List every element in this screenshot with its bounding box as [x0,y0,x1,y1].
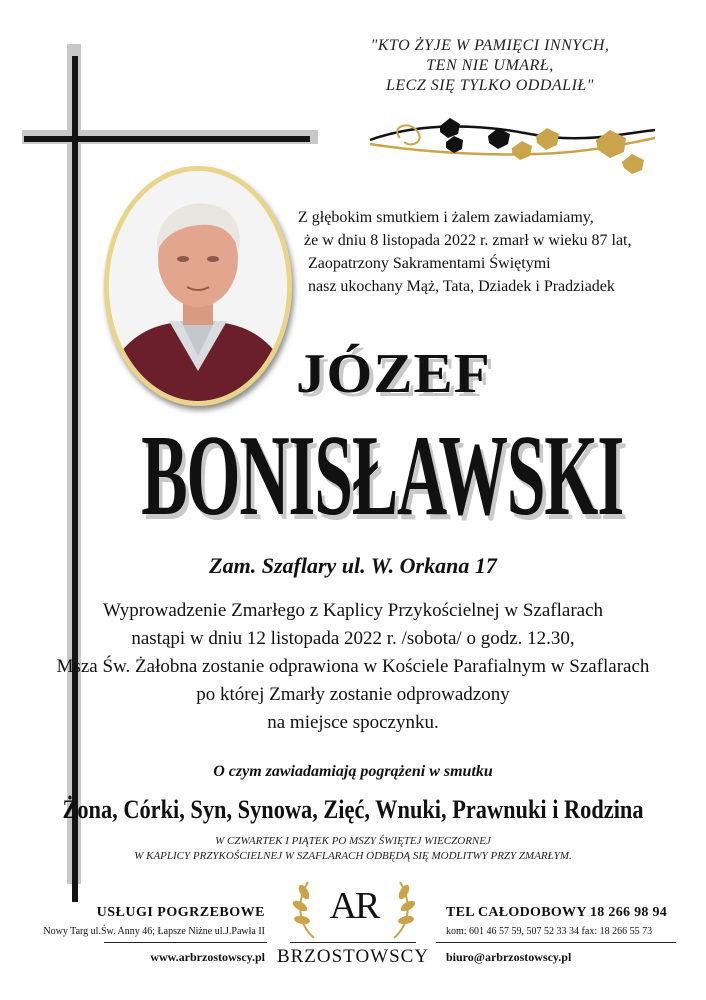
funeral-services-title: USŁUGI POGRZEBOWE [96,905,265,920]
logo-name: BRZOSTOWSCY [276,946,430,967]
family-list: Żona, Córki, Syn, Synowa, Zięć, Wnuki, Prawnuki i Rodzina [62,795,644,824]
footer-divider-left [104,942,267,943]
announcement-intro [298,206,631,298]
notice-line: O czym zawiadamiają pogrążeni w smutku [213,763,493,780]
deceased-address: Zam. Szaflary ul. W. Orkana 17 [209,553,497,578]
prayer-line: W KAPLICY PRZYKOŚCIELNEJ W SZAFLARACH ODBĘDĄ SIĘ MODLITWY PRZY ZMARŁYM. [134,850,572,862]
funeral-details [0,597,706,737]
phone-numbers: kom: 601 46 57 59, 507 52 33 34 fax: 18 266 55 73 [446,926,653,937]
website-link[interactable]: www.arbrzostowscy.pl [150,950,265,964]
email-link[interactable]: biuro@arbrzostowscy.pl [446,950,572,964]
grapevine-ornament-icon [360,112,660,184]
memorial-quote [340,36,640,96]
funeral-services-address: Nowy Targ ul.Św. Anny 46; Łapsze Niżne ul.J.Pawła II [43,926,265,937]
portrait-photo [109,171,287,401]
quote-line: TEN NIE UMARŁ, [426,57,554,74]
footer-divider-right [436,942,676,943]
logo-monogram: AR [329,885,379,927]
intro-line: Z głębokim smutkiem i żalem zawiadamiamy, [298,209,594,226]
quote-line: "KTO ŻYJE W PAMIĘCI INNYCH, [370,37,610,54]
intro-line: nasz ukochany Mąż, Tata, Dziadek i Pradziadek [308,278,615,295]
logo-divider [290,942,416,943]
details-line: po której Zmarły zostanie odprowadzony [196,684,510,705]
intro-line: że w dniu 8 listopada 2022 r. zmarł w wieku 87 lat, [304,232,632,249]
portrait-frame [104,166,292,406]
deceased-last-name: BONISŁAWSKI [141,412,624,540]
details-line: Msza Św. Żałobna zostanie odprawiona w Kościele Parafialnym w Szaflarach [56,656,650,677]
prayer-line: W CZWARTEK I PIĄTEK PO MSZY ŚWIĘTEJ WIECZORNEJ [215,835,491,847]
details-line: na miejsce spoczynku. [267,712,439,733]
quote-line: LECZ SIĘ TYLKO ODDALIŁ" [385,77,595,94]
deceased-first-name: JÓZEF [296,343,491,405]
intro-line: Zaopatrzony Sakramentami Świętymi [308,255,551,272]
details-line: Wyprowadzenie Zmarłego z Kaplicy Przykościelnej w Szaflarach [102,600,604,621]
cross-arm [24,136,310,142]
details-line: nastąpi w dniu 12 listopada 2022 r. /sobota/ o godz. 12.30, [131,628,575,649]
prayer-info [0,834,706,864]
phone-title: TEL CAŁODOBOWY 18 266 98 94 [446,905,668,920]
